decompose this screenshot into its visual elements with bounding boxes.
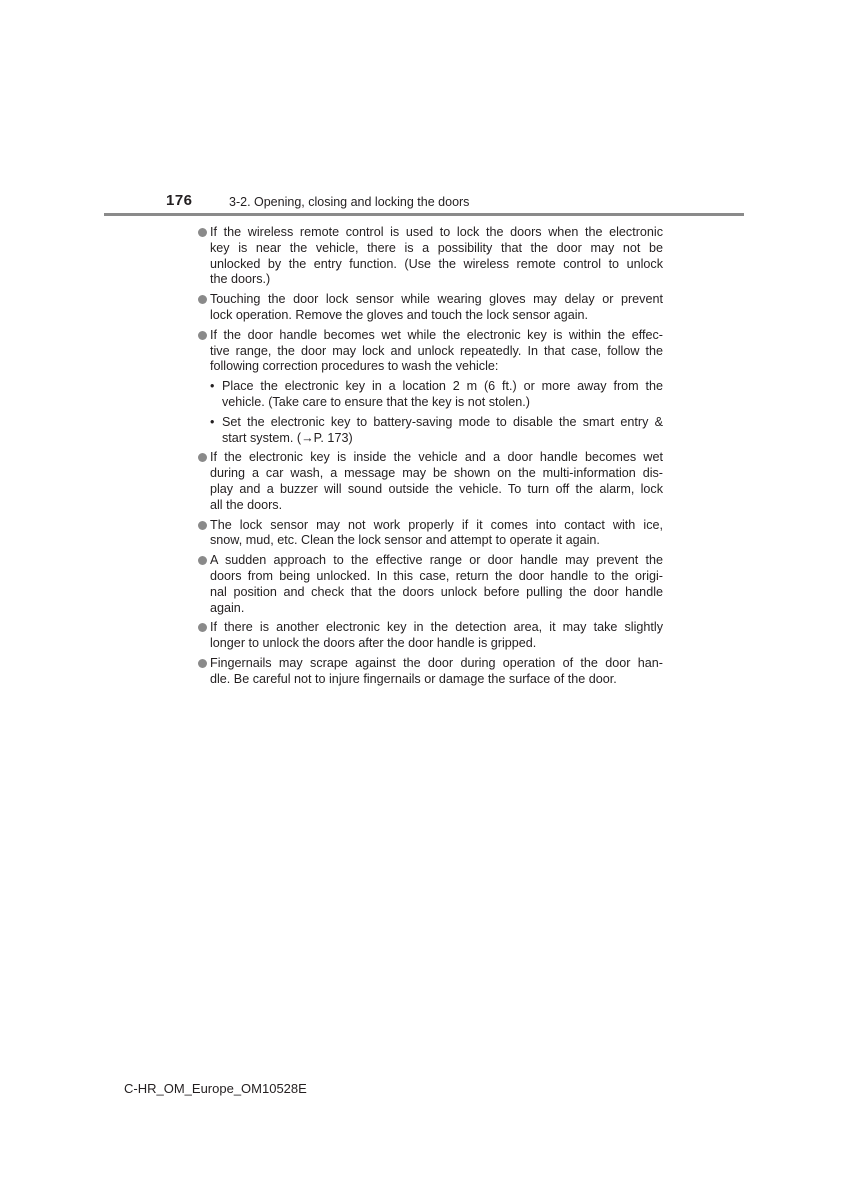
item-text-line: all the doors. xyxy=(210,497,283,512)
item-text-line: snow, mud, etc. Clean the lock sensor and attempt to operate it again. xyxy=(210,533,600,548)
item-text-line: If the door handle becomes wet while the electronic key is within the effec- xyxy=(210,327,663,342)
item-text-line: unlocked by the entry function. (Use the wireless remote control to unlock xyxy=(210,256,663,271)
bullet-circle-icon xyxy=(198,659,207,668)
sub-item-text-line: vehicle. (Take care to ensure that the key is not stolen.) xyxy=(222,394,531,409)
item-text-line: again. xyxy=(210,600,245,615)
sub-bullet-icon: • xyxy=(210,379,215,394)
list-item xyxy=(197,656,663,688)
bullet-circle-icon xyxy=(198,623,207,632)
item-text-line: If the electronic key is inside the vehicle and a door handle becomes wet xyxy=(210,450,663,465)
item-text-line: during a car wash, a message may be shown on the multi-information dis- xyxy=(210,466,663,481)
item-text-line: lock operation. Remove the gloves and touch the lock sensor again. xyxy=(210,307,589,322)
item-text-line: A sudden approach to the effective range or door handle may prevent the xyxy=(210,553,663,568)
list-item xyxy=(197,225,663,288)
item-text-line: key is near the vehicle, there is a possibility that the door may not be xyxy=(210,240,663,255)
list-item xyxy=(197,450,663,513)
section-title: 3-2. Opening, closing and locking the doors xyxy=(229,195,470,209)
item-text-line: tive range, the door may lock and unlock repeatedly. In that case, follow the xyxy=(210,343,663,358)
sub-bullet-icon: • xyxy=(210,414,215,429)
bullet-circle-icon xyxy=(198,295,207,304)
bullet-circle-icon xyxy=(198,228,207,237)
bullet-circle-icon xyxy=(198,331,207,340)
item-text-line: the doors.) xyxy=(210,272,271,287)
item-text-line: Fingernails may scrape against the door during operation of the door han- xyxy=(210,655,663,670)
item-text-line: If the wireless remote control is used to lock the doors when the electronic xyxy=(210,225,663,239)
sub-list-item xyxy=(210,415,663,447)
list-item xyxy=(197,620,663,652)
bullet-circle-icon xyxy=(198,521,207,530)
item-text-line: If there is another electronic key in the detection area, it may take slightly xyxy=(210,620,663,635)
item-text-line: nal position and check that the doors unlock before pulling the door handle xyxy=(210,584,663,599)
bullet-circle-icon xyxy=(198,453,207,462)
notes-list xyxy=(197,225,663,692)
item-text-line: following correction procedures to wash the vehicle: xyxy=(210,359,499,374)
bullet-circle-icon xyxy=(198,556,207,565)
document-code: C-HR_OM_Europe_OM10528E xyxy=(124,1081,307,1096)
item-text-line: longer to unlock the doors after the door handle is gripped. xyxy=(210,636,537,651)
header-divider xyxy=(104,213,744,216)
sub-item-text-line: Place the electronic key in a location 2 m (6 ft.) or more away from the xyxy=(222,379,663,394)
list-item xyxy=(197,292,663,324)
sub-item-text-line: start system. (→P. 173) xyxy=(222,430,353,445)
page-header xyxy=(104,189,744,217)
list-item xyxy=(197,328,663,447)
sub-item-text-line: Set the electronic key to battery-saving mode to disable the smart entry & xyxy=(222,414,663,429)
item-text-line: The lock sensor may not work properly if it comes into contact with ice, xyxy=(210,517,663,532)
sub-list-item xyxy=(210,379,663,411)
page-number: 176 xyxy=(166,192,193,209)
item-text-line: Touching the door lock sensor while wearing gloves may delay or prevent xyxy=(210,292,663,307)
list-item xyxy=(197,518,663,550)
list-item xyxy=(197,553,663,616)
item-text-line: doors from being unlocked. In this case, return the door handle to the origi- xyxy=(210,568,663,583)
item-text-line: play and a buzzer will sound outside the vehicle. To turn off the alarm, lock xyxy=(210,481,663,496)
item-text-line: dle. Be careful not to injure fingernails or damage the surface of the door. xyxy=(210,671,617,686)
